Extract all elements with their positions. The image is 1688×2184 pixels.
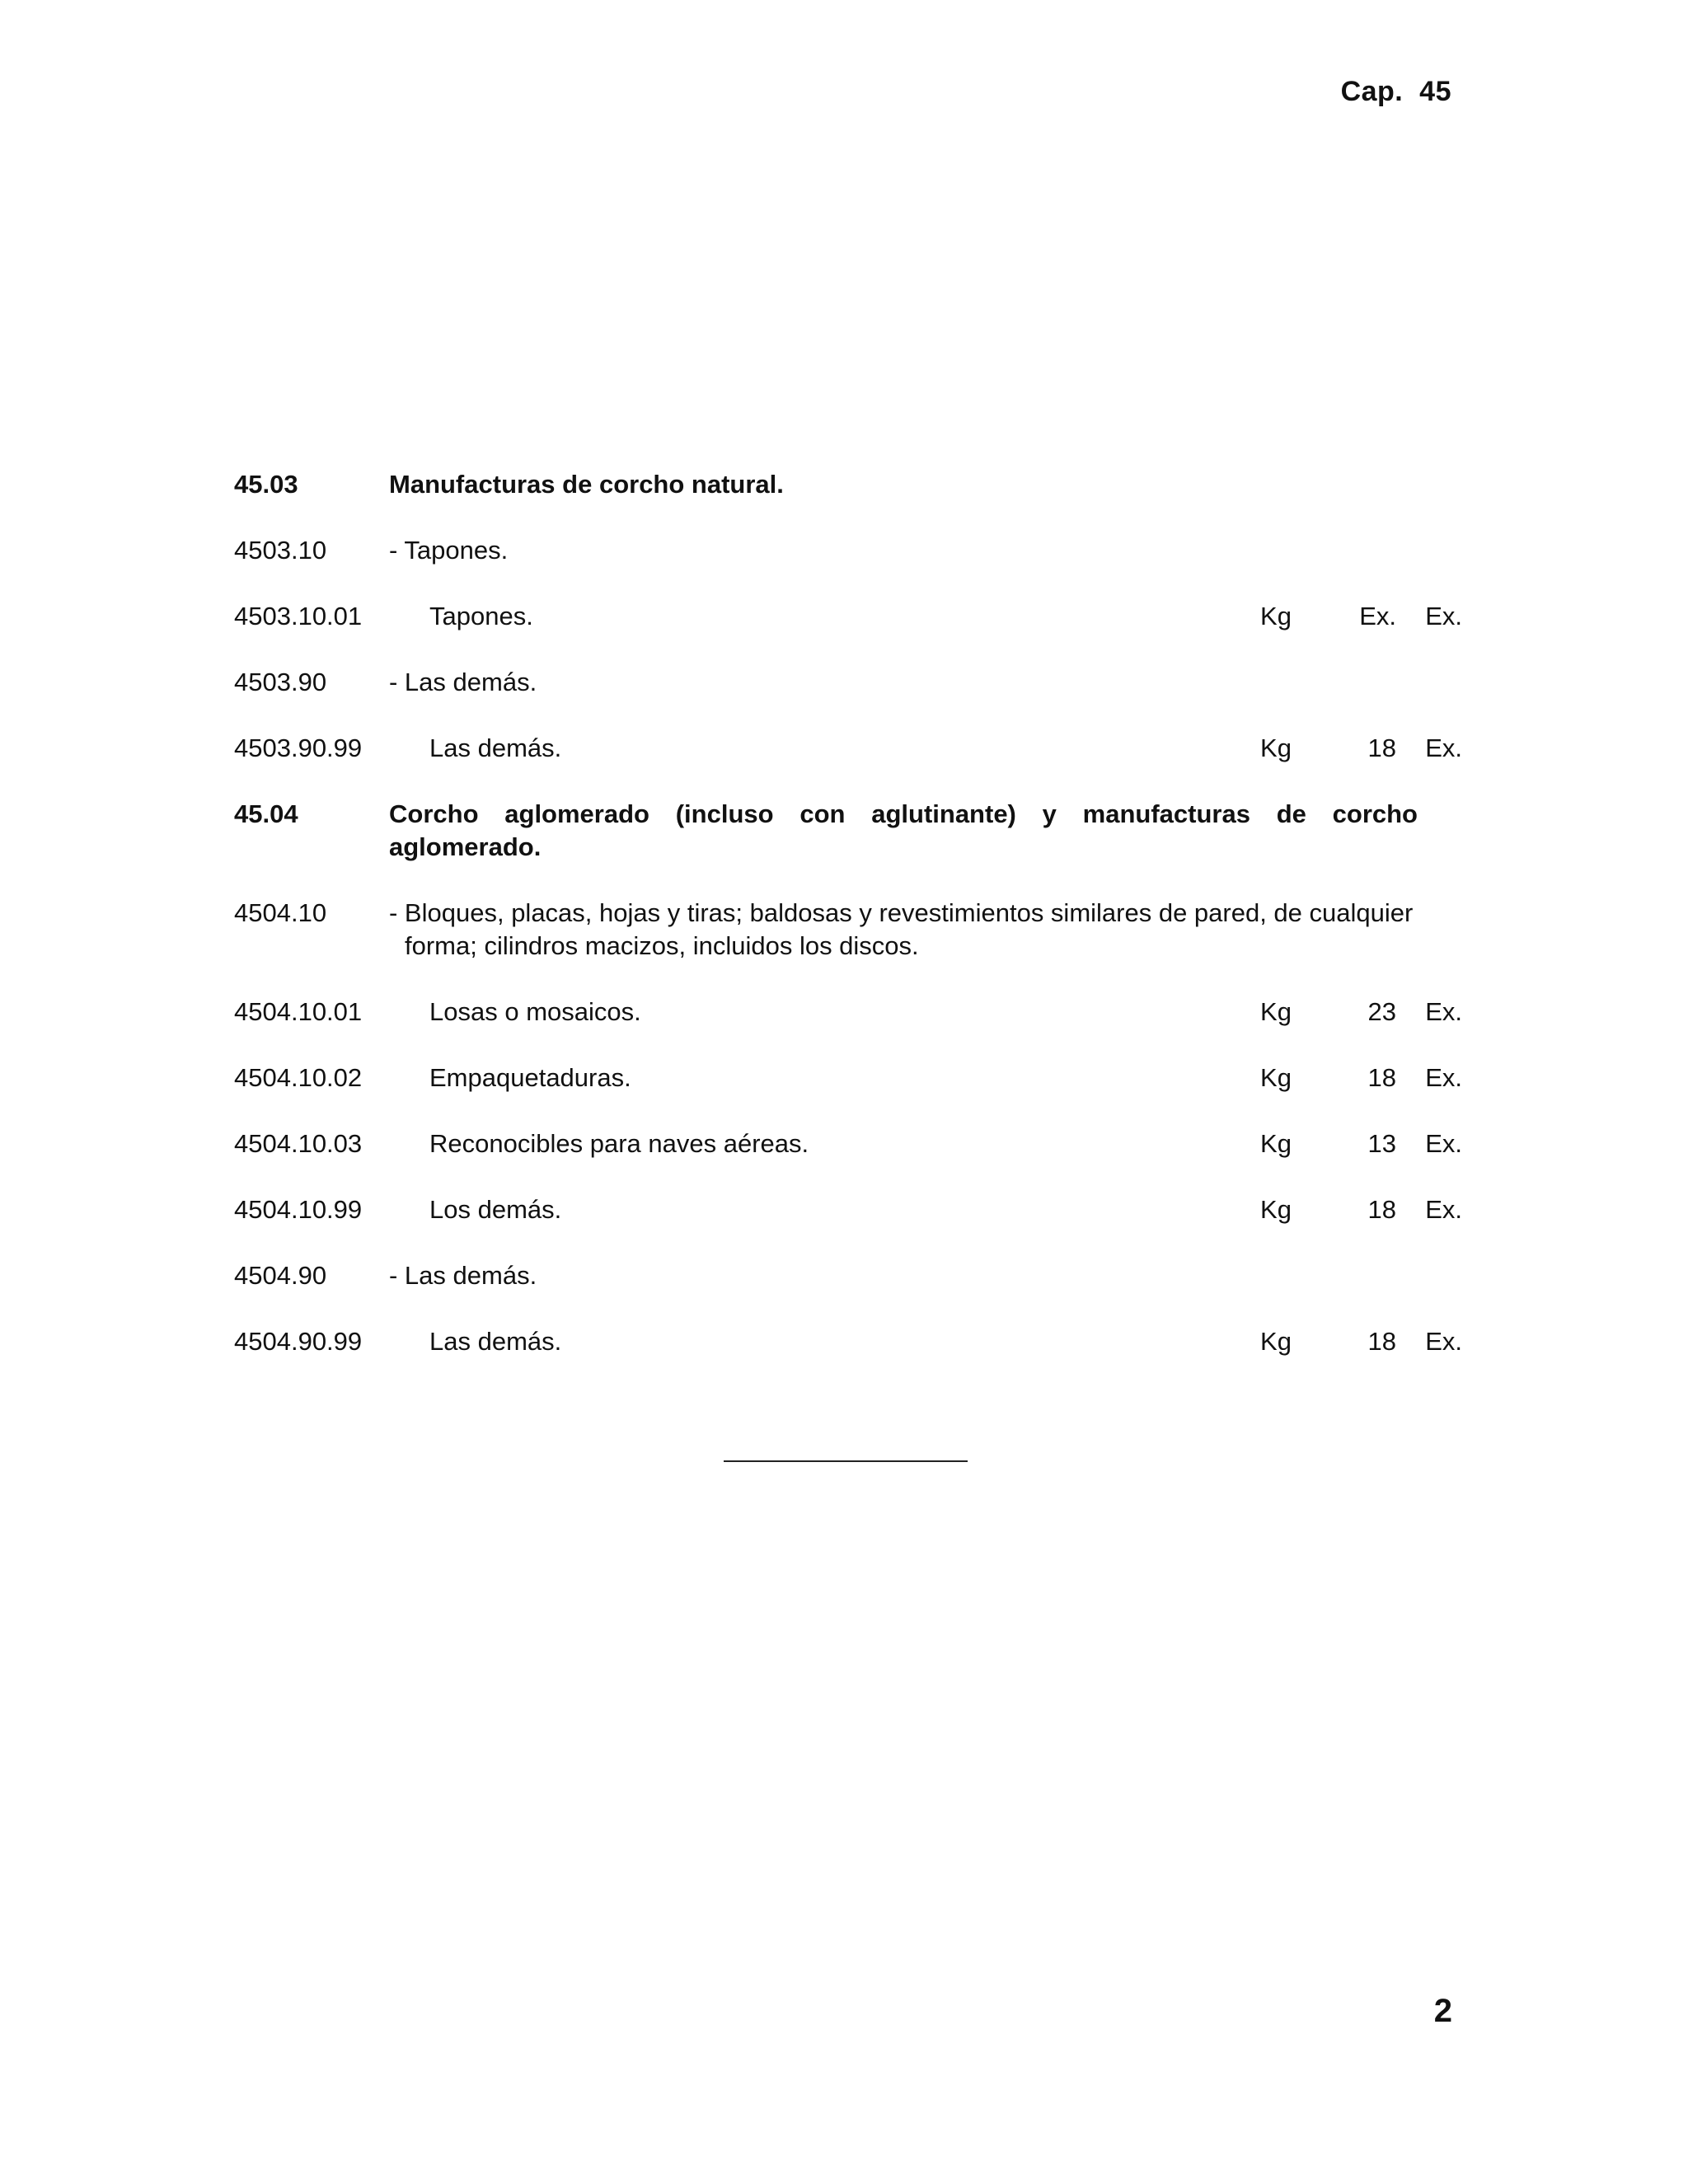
tariff-code: 4504.10.02 xyxy=(234,1063,363,1092)
unit: Kg xyxy=(1260,733,1292,762)
subheading-row xyxy=(234,666,1462,699)
tariff-code: 45.04 xyxy=(234,799,298,828)
export-rate: Ex. xyxy=(1425,997,1462,1026)
tariff-code: 4504.90 xyxy=(234,1261,327,1290)
export-rate: Ex. xyxy=(1425,1195,1462,1224)
tariff-description: Losas o mosaicos. xyxy=(429,997,641,1026)
heading-row xyxy=(234,798,1462,864)
tariff-code: 4504.10 xyxy=(234,898,327,927)
item-row xyxy=(234,1127,1462,1160)
tariff-description: Las demás. xyxy=(429,733,562,762)
item-row xyxy=(234,1325,1462,1358)
unit: Kg xyxy=(1260,1195,1292,1224)
tariff-code: 4503.90 xyxy=(234,668,327,696)
end-of-chapter-divider xyxy=(724,1460,968,1462)
import-rate: 23 xyxy=(1367,997,1396,1026)
tariff-description: - Las demás. xyxy=(389,1261,537,1290)
unit: Kg xyxy=(1260,1129,1292,1158)
tariff-description: Manufacturas de corcho natural. xyxy=(389,470,784,499)
page-number: 2 xyxy=(1433,1993,1452,2029)
export-rate: Ex. xyxy=(1425,733,1462,762)
tariff-description: - Tapones. xyxy=(389,536,509,565)
tariff-description: - Bloques, placas, hojas y tiras; baldosas y revestimientos similares de pared, de cualquier forma; cilindros macizos, incluidos los discos. xyxy=(389,898,1414,960)
chapter-header xyxy=(1341,76,1451,108)
chapter-label: Cap. xyxy=(1340,76,1404,107)
tariff-code: 4504.10.01 xyxy=(234,997,363,1026)
unit: Kg xyxy=(1260,997,1292,1026)
tariff-description: Tapones. xyxy=(429,602,533,630)
item-row xyxy=(234,1193,1462,1226)
unit: Kg xyxy=(1260,1327,1292,1356)
tariff-description: Las demás. xyxy=(429,1327,562,1356)
tariff-description: Empaquetaduras. xyxy=(429,1063,631,1092)
tariff-code: 4504.90.99 xyxy=(234,1327,363,1356)
subheading-row xyxy=(234,1259,1462,1292)
tariff-code: 4503.10 xyxy=(234,536,327,565)
export-rate: Ex. xyxy=(1425,1063,1462,1092)
unit: Kg xyxy=(1260,1063,1292,1092)
unit: Kg xyxy=(1260,602,1292,630)
tariff-code: 45.03 xyxy=(234,470,298,499)
import-rate: 18 xyxy=(1367,1327,1396,1356)
tariff-description: Corcho aglomerado (incluso con aglutinante) y manufacturas de corcho aglomerado. xyxy=(389,799,1418,861)
tariff-description: Los demás. xyxy=(429,1195,562,1224)
tariff-description: - Las demás. xyxy=(389,668,537,696)
item-row xyxy=(234,1062,1462,1094)
item-row xyxy=(234,996,1462,1029)
import-rate: Ex. xyxy=(1359,602,1396,630)
export-rate: Ex. xyxy=(1425,602,1462,630)
import-rate: 18 xyxy=(1367,733,1396,762)
subheading-row xyxy=(234,897,1462,963)
import-rate: 13 xyxy=(1367,1129,1396,1158)
import-rate: 18 xyxy=(1367,1195,1396,1224)
heading-row xyxy=(234,468,1462,501)
chapter-number: 45 xyxy=(1419,76,1451,107)
subheading-row xyxy=(234,534,1462,567)
tariff-code: 4504.10.99 xyxy=(234,1195,363,1224)
tariff-code: 4504.10.03 xyxy=(234,1129,363,1158)
export-rate: Ex. xyxy=(1425,1129,1462,1158)
tariff-table xyxy=(234,468,1462,1358)
tariff-code: 4503.10.01 xyxy=(234,602,363,630)
item-row xyxy=(234,600,1462,633)
export-rate: Ex. xyxy=(1425,1327,1462,1356)
item-row xyxy=(234,732,1462,765)
tariff-description: Reconocibles para naves aéreas. xyxy=(429,1129,809,1158)
import-rate: 18 xyxy=(1367,1063,1396,1092)
tariff-code: 4503.90.99 xyxy=(234,733,363,762)
